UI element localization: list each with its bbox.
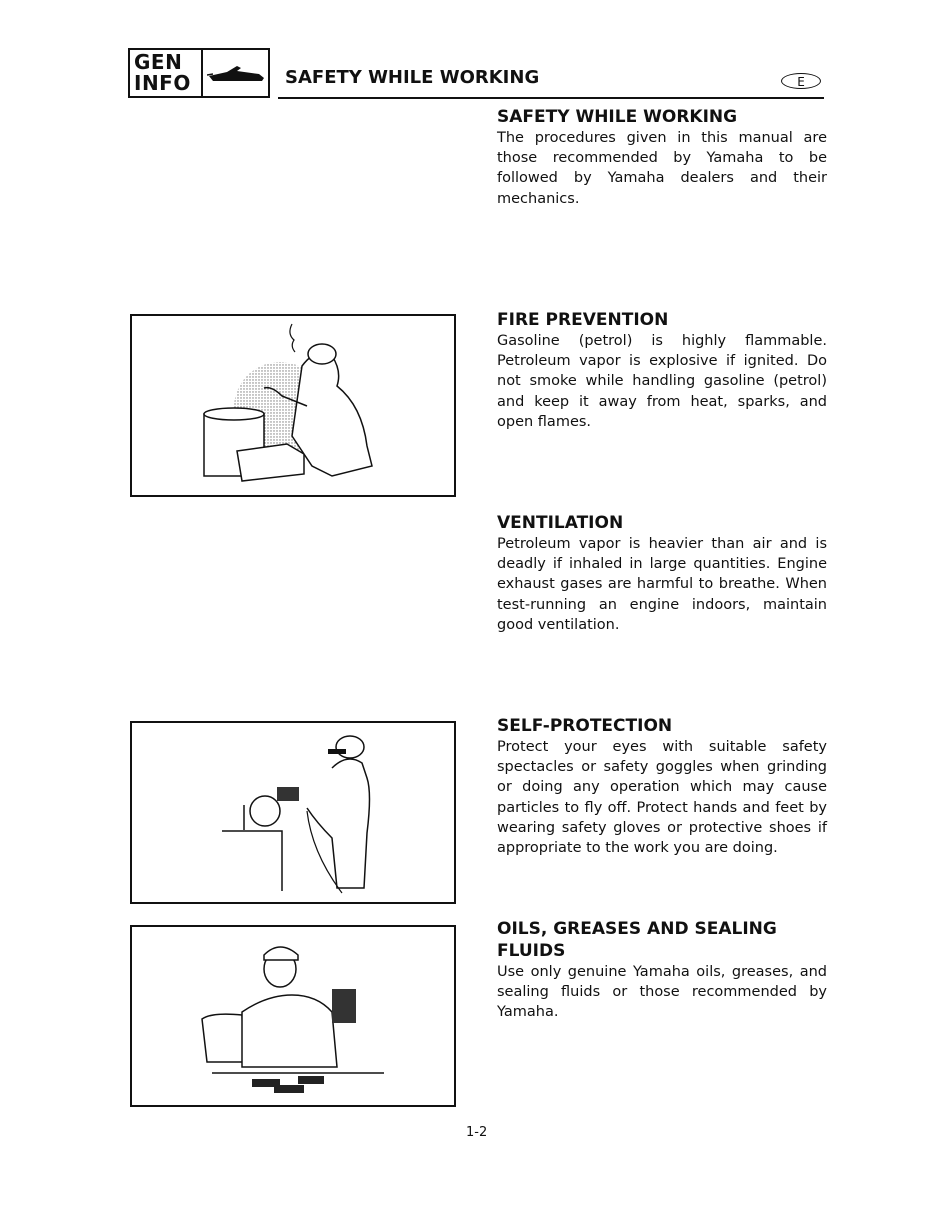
section-body: Petroleum vapor is heavier than air and is deadly if inhaled in large quantities. Engine exhaust gases are harmful to breathe. When test-running an engine indoors, maintain good ventilation. bbox=[497, 536, 827, 633]
section-fire-prevention bbox=[497, 309, 827, 432]
page-header-title: SAFETY WHILE WORKING bbox=[285, 67, 540, 88]
section-heading: SAFETY WHILE WORKING bbox=[497, 107, 738, 127]
badge-text: GEN INFO bbox=[130, 50, 203, 96]
section-heading: SELF-PROTECTION bbox=[497, 716, 673, 736]
section-heading: OILS, GREASES AND SEALING FLUIDS bbox=[497, 919, 777, 961]
section-body: Protect your eyes with suitable safety spectacles or safety goggles when grinding or doing any operation which may cause particles to fly off. Protect hands and feet by wearing safety gloves or protective shoes if appropriate to the work you are doing. bbox=[497, 739, 827, 857]
self-protection-illustration bbox=[130, 721, 456, 904]
section-heading: VENTILATION bbox=[497, 513, 624, 533]
section-body: Gasoline (petrol) is highly flammable. Petroleum vapor is explosive if ignited. Do not smoke while handling gasoline (petrol) and keep it away from heat, sparks, and open flames. bbox=[497, 333, 827, 430]
page-number: 1-2 bbox=[466, 1125, 488, 1140]
section-body: Use only genuine Yamaha oils, greases, and sealing fluids or those recommended by Yamaha. bbox=[497, 964, 827, 1021]
section-badge bbox=[128, 48, 270, 98]
section-ventilation bbox=[497, 512, 827, 635]
fire-prevention-illustration bbox=[130, 314, 456, 497]
header-rule bbox=[278, 97, 824, 99]
section-self-protection bbox=[497, 715, 827, 858]
section-safety-while-working bbox=[497, 106, 827, 209]
section-oils-greases bbox=[497, 918, 827, 1023]
watercraft-icon bbox=[203, 50, 268, 96]
section-heading: FIRE PREVENTION bbox=[497, 310, 669, 330]
oils-greases-illustration bbox=[130, 925, 456, 1107]
section-body: The procedures given in this manual are those recommended by Yamaha to be followed by Yamaha dealers and their mechanics. bbox=[497, 130, 827, 207]
language-badge: E bbox=[781, 73, 821, 89]
